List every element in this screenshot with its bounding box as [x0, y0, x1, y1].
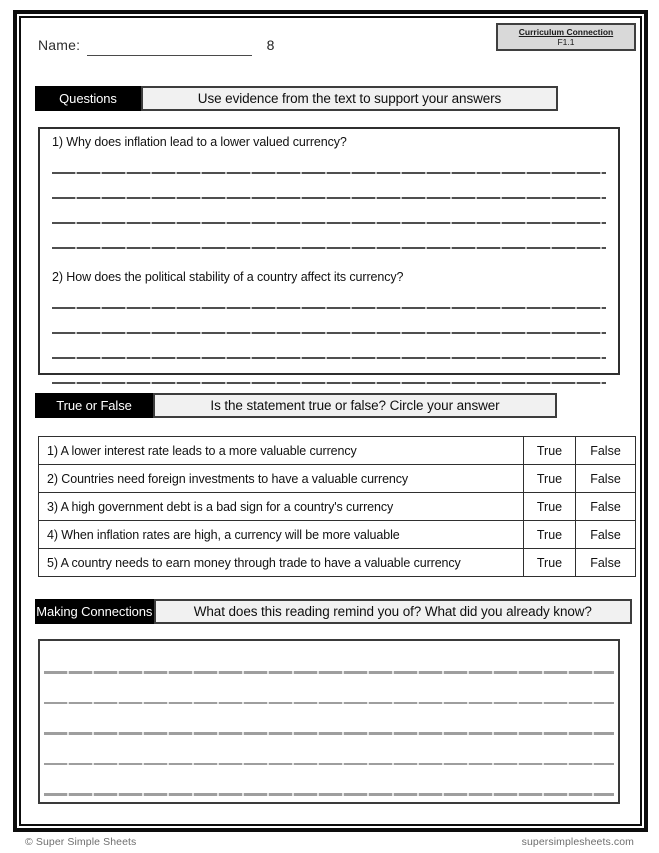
true-false-section-header — [35, 393, 632, 418]
false-option[interactable]: False — [576, 549, 636, 577]
curriculum-connection-box — [496, 23, 636, 51]
page-inner-border — [19, 16, 642, 826]
true-option[interactable]: True — [524, 521, 576, 549]
false-option[interactable]: False — [576, 521, 636, 549]
questions-instruction: Use evidence from the text to support your answers — [141, 86, 558, 111]
table-row — [39, 465, 636, 493]
answer-line[interactable] — [52, 197, 606, 199]
answer-line[interactable] — [44, 793, 614, 796]
true-false-table — [38, 436, 636, 577]
true-false-instruction: Is the statement true or false? Circle your answer — [153, 393, 557, 418]
making-connections-section-header — [35, 599, 632, 624]
false-option[interactable]: False — [576, 493, 636, 521]
true-option[interactable]: True — [524, 465, 576, 493]
copyright: © Super Simple Sheets — [25, 836, 137, 848]
answer-line[interactable] — [44, 671, 614, 674]
false-option[interactable]: False — [576, 465, 636, 493]
answer-line[interactable] — [44, 763, 614, 766]
answer-line[interactable] — [52, 247, 606, 249]
questions-section-label: Questions — [35, 86, 141, 111]
name-label: Name: — [38, 37, 81, 53]
worksheet-page — [13, 10, 648, 832]
page-number: 8 — [266, 37, 275, 53]
question-1: 1) Why does inflation lead to a lower valued currency? — [52, 135, 347, 149]
curriculum-title: Curriculum Connection — [518, 27, 614, 37]
making-connections-box — [38, 639, 620, 804]
name-input-line[interactable] — [87, 55, 252, 56]
answer-line[interactable] — [44, 732, 614, 735]
answer-line[interactable] — [52, 332, 606, 334]
curriculum-code: F1.1 — [557, 37, 575, 47]
website-link[interactable]: supersimplesheets.com — [521, 836, 634, 848]
table-row — [39, 521, 636, 549]
true-false-section-label: True or False — [35, 393, 153, 418]
questions-section-header — [35, 86, 632, 111]
making-connections-section-label: Making Connections — [35, 599, 154, 624]
true-option[interactable]: True — [524, 437, 576, 465]
questions-answer-box — [38, 127, 620, 375]
answer-line[interactable] — [52, 307, 606, 309]
table-row — [39, 493, 636, 521]
answer-line[interactable] — [52, 357, 606, 359]
question-2: 2) How does the political stability of a country affect its currency? — [52, 270, 404, 284]
answer-line[interactable] — [44, 702, 614, 705]
true-option[interactable]: True — [524, 493, 576, 521]
true-option[interactable]: True — [524, 549, 576, 577]
false-option[interactable]: False — [576, 437, 636, 465]
page-footer — [25, 836, 634, 848]
header-row — [29, 27, 632, 68]
statement-cell: 3) A high government debt is a bad sign for a country's currency — [39, 493, 524, 521]
statement-cell: 4) When inflation rates are high, a currency will be more valuable — [39, 521, 524, 549]
table-row — [39, 437, 636, 465]
answer-line[interactable] — [52, 382, 606, 384]
statement-cell: 5) A country needs to earn money through trade to have a valuable currency — [39, 549, 524, 577]
making-connections-instruction: What does this reading remind you of? What did you already know? — [154, 599, 632, 624]
statement-cell: 2) Countries need foreign investments to have a valuable currency — [39, 465, 524, 493]
table-row — [39, 549, 636, 577]
answer-line[interactable] — [52, 172, 606, 174]
statement-cell: 1) A lower interest rate leads to a more valuable currency — [39, 437, 524, 465]
answer-line[interactable] — [52, 222, 606, 224]
